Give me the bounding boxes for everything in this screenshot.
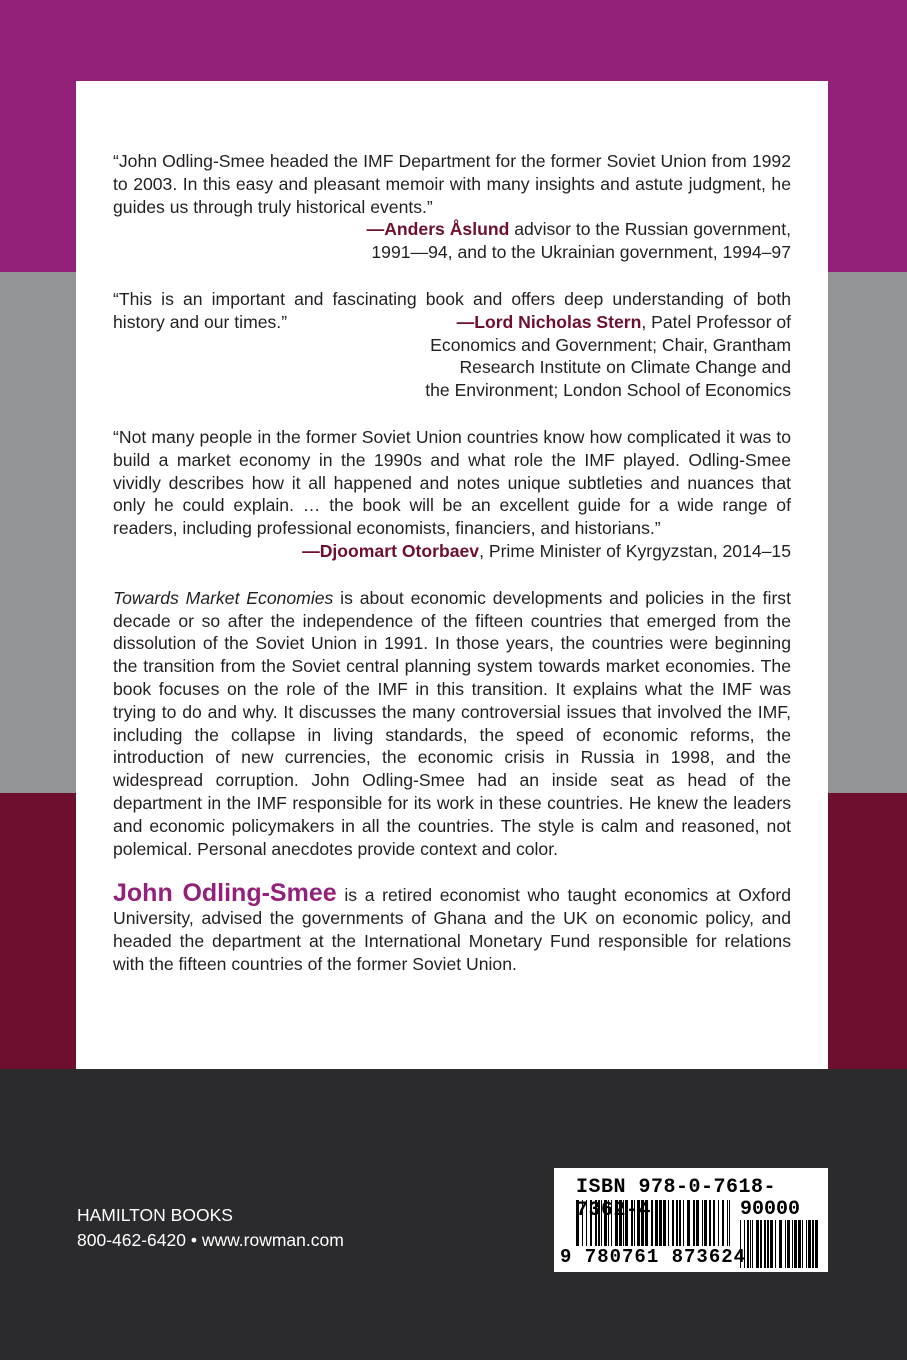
book-description: Towards Market Economies is about economic developments and policies in the first decade or so after the independence of the fifteen countries that emerged from the dissolution of the Soviet Union in 1991. In those years, the countries were beginning the transition from the Soviet central planning system towards market economies. The book focuses on the role of the IMF in this transition. It explains what the IMF was trying to do and why. It discusses the many controversial issues that involved the IMF, including the collapse in living standards, the speed of economic reforms, the introduction of new currencies, the economic crisis in Russia in 1998, and the widespread corruption. John Odling-Smee had an inside seat as head of the department in the IMF responsible for its work in these countries. He knew the leaders and economic policymakers in all the countries. The style is calm and reasoned, not polemical. Personal anecdotes provide context and color.: [113, 587, 791, 859]
addon-bar: [802, 1220, 803, 1268]
isbn-barcode: [554, 1168, 828, 1272]
endorser-name: —Anders Åslund: [366, 219, 510, 240]
author-bio: John Odling-Smee is a retired economist who taught economics at Oxford University, advised the governments of Ghana and the UK on economic policy, and headed the department at the International Monetary Fund responsible for relations with the fifteen countries of the former Soviet Union.: [113, 879, 791, 974]
quote-text: “John Odling-Smee headed the IMF Department for the former Soviet Union from 1992 to 2003. In this easy and pleasant memoir with many insights and astute judgment, he guides us through truly historical events.”: [113, 151, 791, 217]
addon-bar: [794, 1220, 797, 1268]
addon-bar: [812, 1220, 814, 1268]
endorser-name: —Lord Nicholas Stern: [456, 311, 642, 332]
addon-bar: [815, 1220, 818, 1268]
isbn-label: ISBN 978-0-7618-7362-4: [576, 1176, 777, 1222]
addon-bar: [779, 1220, 782, 1268]
quote-attribution: —Djoomart Otorbaev, Prime Minister of Kyrgyzstan, 2014–15: [302, 540, 791, 561]
addon-bar: [806, 1220, 807, 1268]
publisher-info: [77, 1203, 344, 1253]
quote-attribution: —Anders Åslund advisor to the Russian government, 1991—94, and to the Ukrainian government, 1994–97: [366, 219, 791, 263]
author-name: John Odling-Smee: [113, 879, 337, 908]
addon-bar: [787, 1220, 790, 1268]
addon-bar: [760, 1220, 762, 1268]
addon-bar: [785, 1220, 786, 1268]
publisher-contact: 800-462-6420 • www.rowman.com: [77, 1230, 344, 1250]
back-cover-content: [113, 150, 791, 976]
addon-bar: [775, 1220, 776, 1268]
quote-attribution: —Lord Nicholas Stern, Patel Professor of Economics and Government; Chair, Grantham Research Institute on Climate Change and the Environment; London School of Economics: [425, 311, 791, 401]
addon-bar: [750, 1220, 751, 1268]
endorsement-otorbaev: [113, 426, 791, 563]
quote-text: “This is an important and fascinating book and offers deep understanding of both history and our times.”: [113, 288, 791, 332]
addon-bar: [747, 1220, 749, 1268]
addon-bar: [792, 1220, 793, 1268]
addon-bar: [764, 1220, 766, 1268]
barcode-number: 9 780761 873624: [560, 1246, 747, 1268]
endorser-name: —Djoomart Otorbaev: [302, 540, 480, 561]
endorsement-stern: [113, 288, 791, 402]
addon-bar: [770, 1220, 773, 1268]
addon-bar: [798, 1220, 801, 1268]
addon-bar: [808, 1220, 811, 1268]
quote-text: “Not many people in the former Soviet Union countries know how complicated it was to build a market economy in the 1990s and what role the IMF played. Odling-Smee vividly describes how it all happened and notes unique subtleties and nuances that only he could explain. … the book will be an excellent guide for a wide range of readers, including professional economists, financiers, and historians.”: [113, 426, 791, 539]
addon-bar: [752, 1220, 753, 1268]
publisher-name: HAMILTON BOOKS: [77, 1205, 233, 1225]
price-code: 90000: [740, 1198, 801, 1221]
endorsement-aslund: [113, 150, 791, 264]
book-title: Towards Market Economies: [113, 587, 334, 608]
addon-bar: [767, 1220, 769, 1268]
addon-bar: [756, 1220, 759, 1268]
